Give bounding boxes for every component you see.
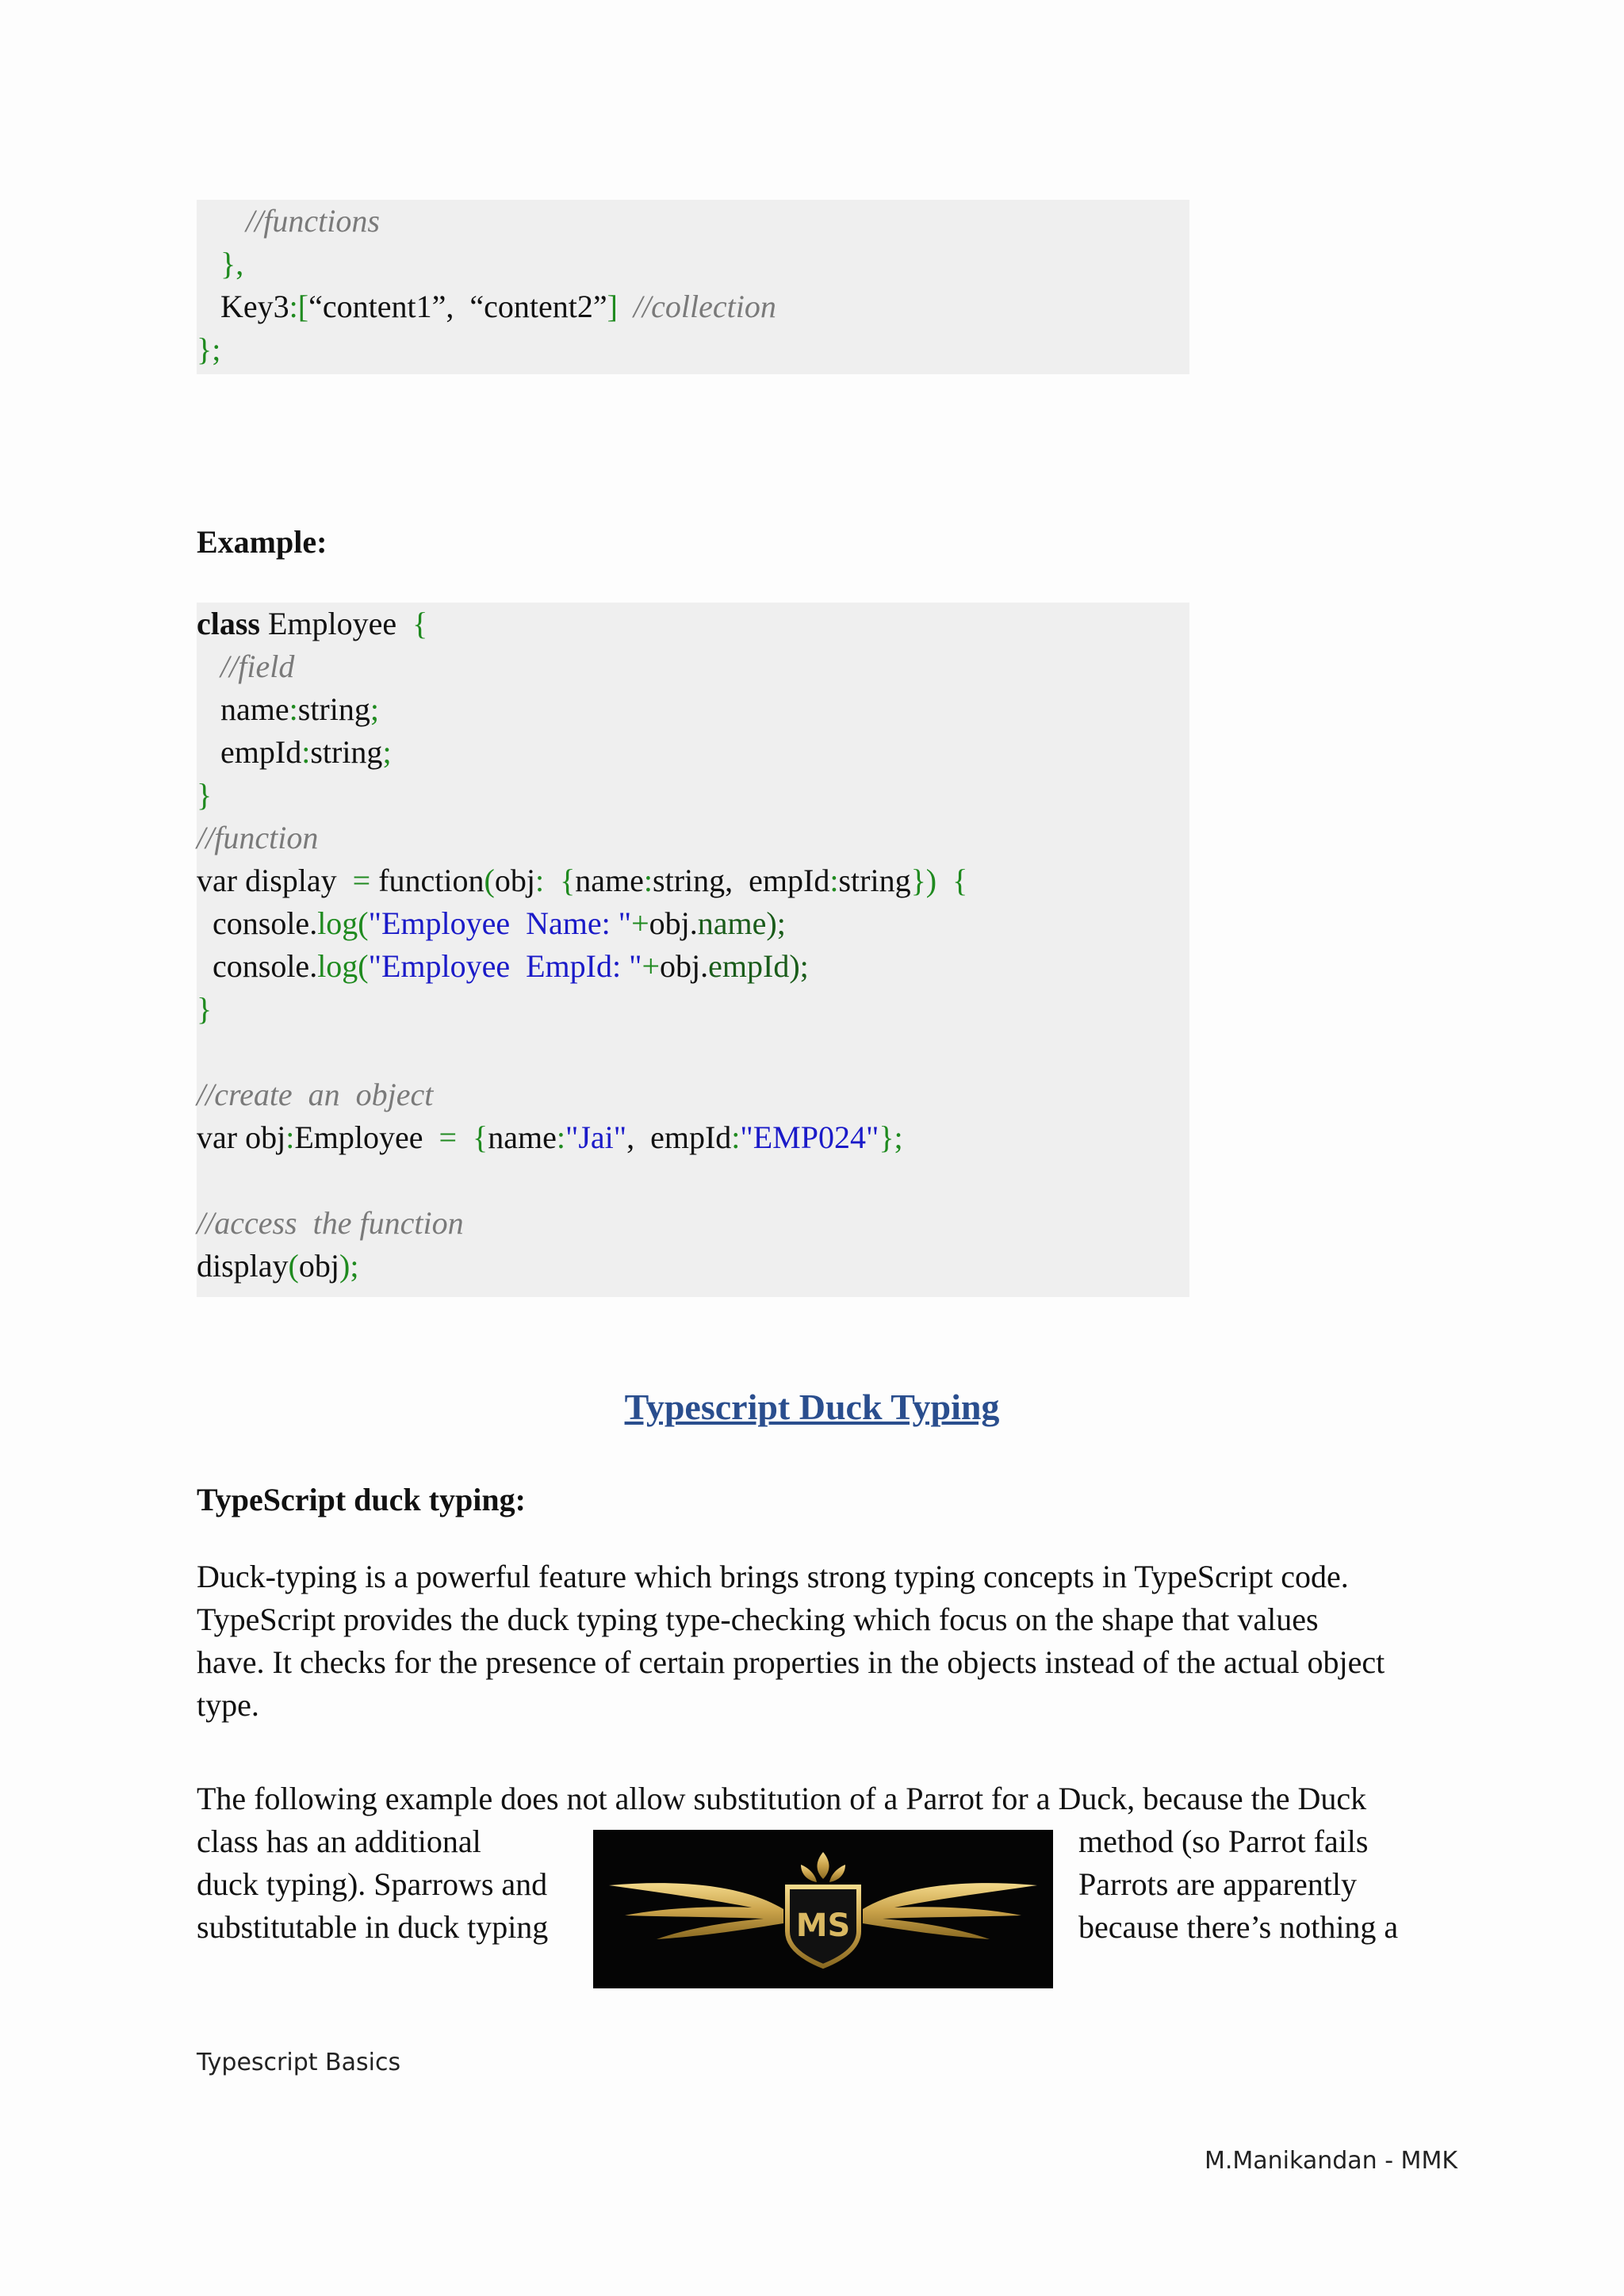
- code-line: empId:string;: [220, 734, 392, 770]
- code-line: var obj:Employee = {name:"Jai", empId:"EMP024"};: [197, 1119, 903, 1155]
- code-block-example: [197, 603, 1189, 1297]
- code-comment: //functions: [246, 203, 380, 239]
- subheading: TypeScript duck typing:: [197, 1482, 526, 1517]
- section-title: Typescript Duck Typing: [624, 1387, 1000, 1427]
- example-heading: Example:: [197, 524, 327, 560]
- paragraph-line: class has an additional: [197, 1823, 481, 1859]
- code-comment: //create an object: [197, 1077, 434, 1112]
- code-line: Key3:[“content1”, “content2”] //collection: [220, 289, 776, 324]
- paragraph-line: type.: [197, 1687, 259, 1723]
- code-line: };: [197, 331, 221, 367]
- code-line: },: [220, 246, 244, 281]
- code-block-top: [197, 200, 1189, 374]
- paragraph-line: Duck-typing is a powerful feature which brings strong typing concepts in TypeScript code.: [197, 1559, 1349, 1594]
- winged-emblem-icon: [593, 1830, 1053, 1988]
- code-comment: //field: [220, 649, 295, 684]
- code-comment: //function: [197, 820, 319, 855]
- code-line: var display = function(obj: {name:string, empId:string}) {: [197, 863, 968, 898]
- ms-logo-image: [593, 1830, 1053, 1988]
- paragraph-line: method (so Parrot fails: [1078, 1823, 1369, 1859]
- paragraph-line: because there’s nothing a: [1078, 1909, 1399, 1945]
- code-line: }: [197, 777, 213, 813]
- paragraph-left-column: [197, 1820, 548, 1949]
- paragraph-duck-typing: [197, 1556, 1434, 1727]
- paragraph-line: duck typing). Sparrows and: [197, 1866, 548, 1902]
- paragraph-line: TypeScript provides the duck typing type-checking which focus on the shape that values: [197, 1601, 1319, 1637]
- paragraph-line: Parrots are apparently: [1078, 1866, 1357, 1902]
- paragraph-line: The following example does not allow substitution of a Parrot for a Duck, because the Duck: [197, 1781, 1367, 1816]
- code-line: console.log("Employee EmpId: "+obj.empId);: [213, 948, 809, 984]
- code-comment: //access the function: [197, 1205, 464, 1241]
- footer-left: Typescript Basics: [197, 2049, 401, 2076]
- code-line: display(obj);: [197, 1248, 359, 1284]
- code-line: name:string;: [220, 691, 379, 727]
- code-line: console.log("Employee Name: "+obj.name);: [213, 905, 786, 941]
- logo-monogram: MS: [795, 1908, 851, 1944]
- code-line: }: [197, 991, 213, 1027]
- paragraph-right-column: [1078, 1820, 1398, 1949]
- paragraph-line: substitutable in duck typing: [197, 1909, 549, 1945]
- footer-right: M.Manikandan - MMK: [1204, 2147, 1457, 2175]
- paragraph-line: have. It checks for the presence of certain properties in the objects instead of the actual object: [197, 1644, 1385, 1680]
- code-line: class Employee {: [197, 606, 428, 641]
